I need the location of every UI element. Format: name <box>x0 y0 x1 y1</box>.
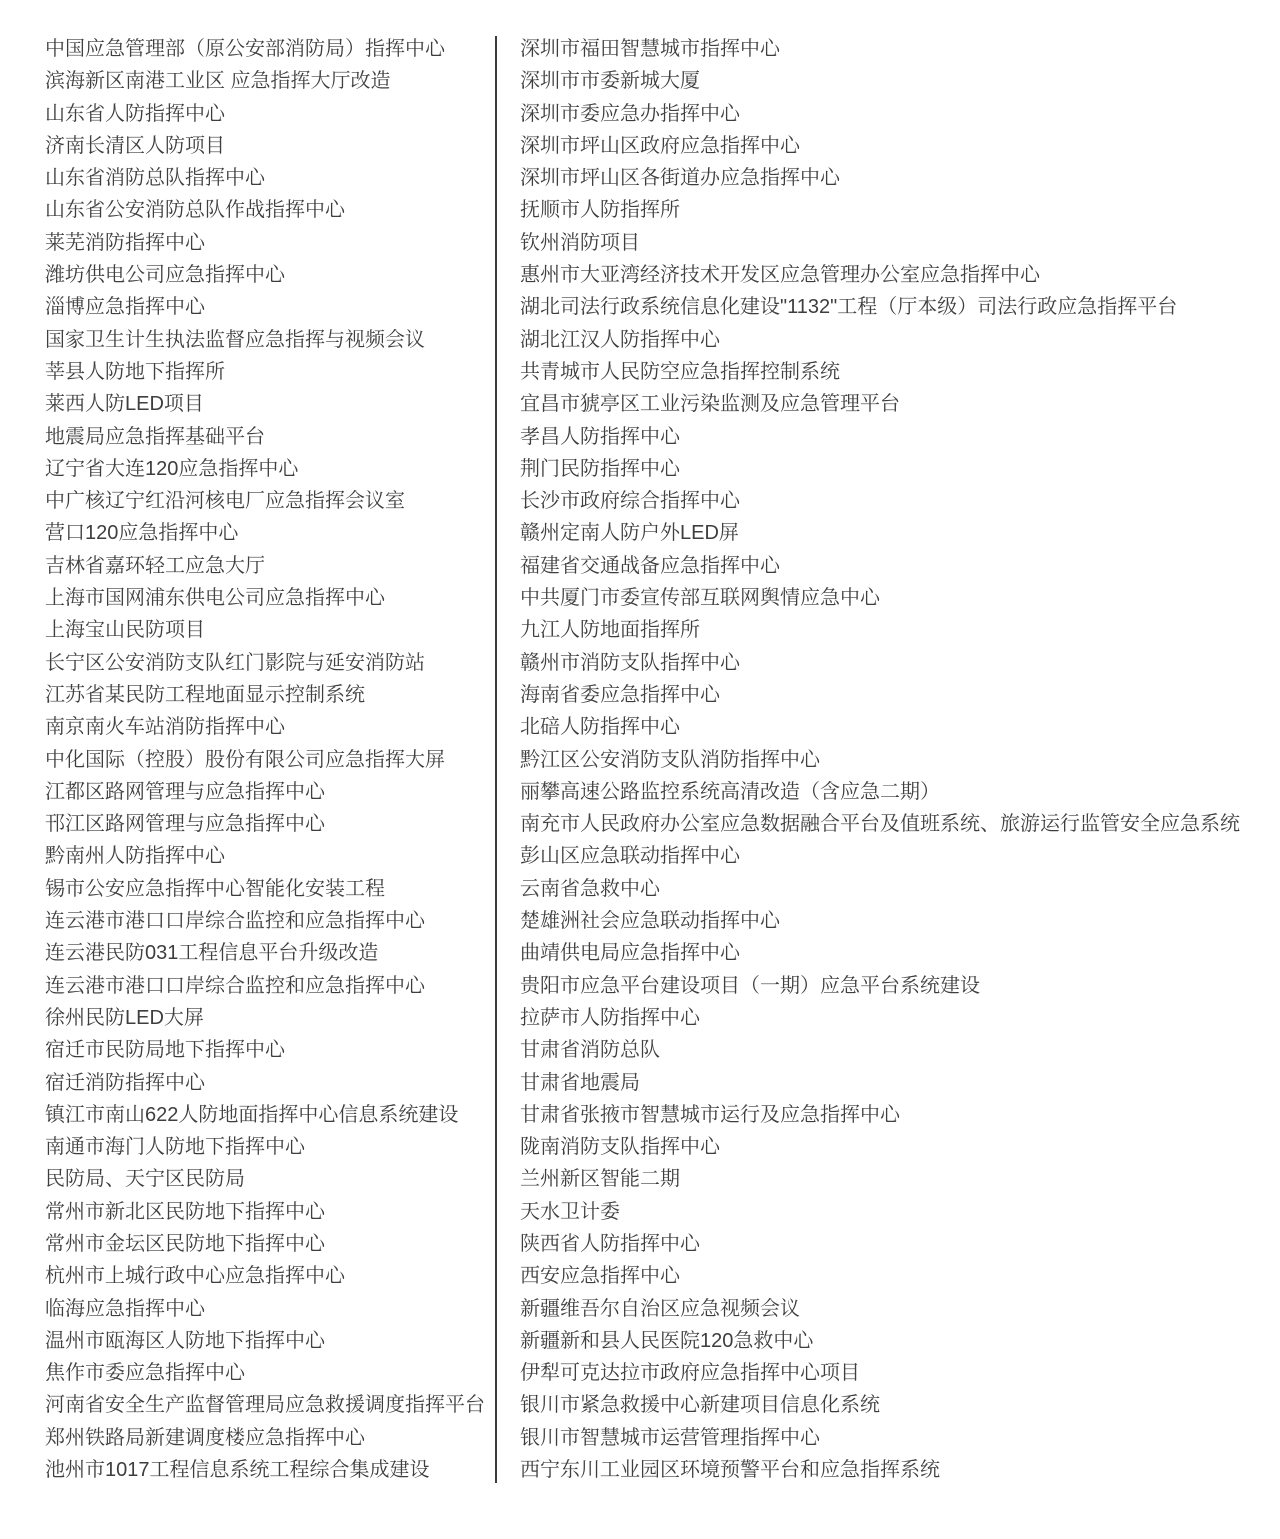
list-item: 镇江市南山622人防地面指挥中心信息系统建设 <box>45 1103 459 1126</box>
list-item: 锡市公安应急指挥中心智能化安装工程 <box>45 877 385 900</box>
list-item: 陇南消防支队指挥中心 <box>520 1136 720 1159</box>
list-item: 楚雄洲社会应急联动指挥中心 <box>520 910 780 933</box>
list-item: 莘县人防地下指挥所 <box>45 360 225 383</box>
column-divider <box>495 36 497 1483</box>
list-item: 中共厦门市委宣传部互联网舆情应急中心 <box>520 587 880 610</box>
list-item: 荆门民防指挥中心 <box>520 457 680 480</box>
list-item: 常州市金坛区民防地下指挥中心 <box>45 1232 325 1255</box>
list-item: 甘肃省消防总队 <box>520 1039 660 1062</box>
list-item: 陕西省人防指挥中心 <box>520 1232 700 1255</box>
list-item: 黔江区公安消防支队消防指挥中心 <box>520 748 820 771</box>
list-item: 上海宝山民防项目 <box>45 619 205 642</box>
list-item: 深圳市坪山区政府应急指挥中心 <box>520 134 800 157</box>
list-item: 湖北司法行政系统信息化建设"1132"工程（厅本级）司法行政应急指挥平台 <box>520 296 1178 319</box>
list-item: 邗江区路网管理与应急指挥中心 <box>45 813 325 836</box>
list-item: 辽宁省大连120应急指挥中心 <box>45 457 299 480</box>
list-item: 湖北江汉人防指挥中心 <box>520 328 720 351</box>
list-item: 连云港市港口口岸综合监控和应急指挥中心 <box>45 974 425 997</box>
list-item: 深圳市福田智慧城市指挥中心 <box>520 38 780 60</box>
list-item: 银川市紧急救援中心新建项目信息化系统 <box>520 1394 880 1417</box>
list-item: 抚顺市人防指挥所 <box>520 199 680 222</box>
list-item: 曲靖供电局应急指挥中心 <box>520 942 740 965</box>
list-item: 西安应急指挥中心 <box>520 1265 680 1288</box>
list-item: 甘肃省地震局 <box>520 1071 640 1094</box>
list-item: 济南长清区人防项目 <box>45 134 225 157</box>
list-item: 伊犁可克达拉市政府应急指挥中心项目 <box>520 1362 860 1385</box>
list-item: 南通市海门人防地下指挥中心 <box>45 1136 305 1159</box>
list-item: 常州市新北区民防地下指挥中心 <box>45 1200 325 1223</box>
list-item: 南京南火车站消防指挥中心 <box>45 716 285 739</box>
list-item: 池州市1017工程信息系统工程综合集成建设 <box>45 1459 430 1482</box>
list-item: 中广核辽宁红沿河核电厂应急指挥会议室 <box>45 490 405 513</box>
list-item: 拉萨市人防指挥中心 <box>520 1006 700 1029</box>
list-item: 深圳市市委新城大厦 <box>520 70 700 93</box>
list-item: 新疆新和县人民医院120急救中心 <box>520 1329 814 1352</box>
list-item: 新疆维吾尔自治区应急视频会议 <box>520 1297 800 1320</box>
list-item: 甘肃省张掖市智慧城市运行及应急指挥中心 <box>520 1103 900 1126</box>
project-list-right-column <box>520 33 1270 1486</box>
list-item: 赣州市消防支队指挥中心 <box>520 651 740 674</box>
list-item: 海南省委应急指挥中心 <box>520 683 720 706</box>
list-item: 山东省消防总队指挥中心 <box>45 167 265 190</box>
list-item: 滨海新区南港工业区 应急指挥大厅改造 <box>45 70 391 93</box>
list-item: 福建省交通战备应急指挥中心 <box>520 554 780 577</box>
list-item: 兰州新区智能二期 <box>520 1168 680 1191</box>
list-item: 西宁东川工业园区环境预警平台和应急指挥系统 <box>520 1459 940 1482</box>
list-item: 银川市智慧城市运营管理指挥中心 <box>520 1426 820 1449</box>
list-item: 深圳市坪山区各街道办应急指挥中心 <box>520 167 840 190</box>
list-item: 孝昌人防指挥中心 <box>520 425 680 448</box>
list-item: 九江人防地面指挥所 <box>520 619 700 642</box>
list-item: 国家卫生计生执法监督应急指挥与视频会议 <box>45 328 425 351</box>
list-item: 潍坊供电公司应急指挥中心 <box>45 264 285 287</box>
list-item: 宿迁市民防局地下指挥中心 <box>45 1039 285 1062</box>
list-item: 徐州民防LED大屏 <box>45 1006 204 1029</box>
project-list-left-column <box>45 33 495 1486</box>
list-item: 莱西人防LED项目 <box>45 393 204 416</box>
list-item: 中化国际（控股）股份有限公司应急指挥大屏 <box>45 748 445 771</box>
list-item: 黔南州人防指挥中心 <box>45 845 225 868</box>
list-item: 郑州铁路局新建调度楼应急指挥中心 <box>45 1426 365 1449</box>
list-item: 长沙市政府综合指挥中心 <box>520 490 740 513</box>
list-item: 江苏省某民防工程地面显示控制系统 <box>45 683 365 706</box>
list-item: 淄博应急指挥中心 <box>45 296 205 319</box>
list-item: 吉林省嘉环轻工应急大厅 <box>45 554 265 577</box>
list-item: 云南省急救中心 <box>520 877 660 900</box>
list-item: 地震局应急指挥基础平台 <box>45 425 265 448</box>
list-item: 北碚人防指挥中心 <box>520 716 680 739</box>
list-item: 连云港民防031工程信息平台升级改造 <box>45 942 379 965</box>
list-item: 天水卫计委 <box>520 1200 620 1223</box>
list-item: 丽攀高速公路监控系统高清改造（含应急二期） <box>520 780 940 803</box>
list-item: 莱芜消防指挥中心 <box>45 231 205 254</box>
list-item: 赣州定南人防户外LED屏 <box>520 522 739 545</box>
list-item: 贵阳市应急平台建设项目（一期）应急平台系统建设 <box>520 974 980 997</box>
list-item: 营口120应急指挥中心 <box>45 522 239 545</box>
list-item: 焦作市委应急指挥中心 <box>45 1362 245 1385</box>
list-item: 彭山区应急联动指挥中心 <box>520 845 740 868</box>
list-item: 宜昌市猇亭区工业污染监测及应急管理平台 <box>520 393 900 416</box>
list-item: 南充市人民政府办公室应急数据融合平台及值班系统、旅游运行监管安全应急系统 <box>520 813 1240 836</box>
list-item: 中国应急管理部（原公安部消防局）指挥中心 <box>45 38 445 60</box>
list-item: 山东省公安消防总队作战指挥中心 <box>45 199 345 222</box>
list-item: 宿迁消防指挥中心 <box>45 1071 205 1094</box>
list-item: 连云港市港口口岸综合监控和应急指挥中心 <box>45 910 425 933</box>
list-item: 钦州消防项目 <box>520 231 640 254</box>
list-item: 杭州市上城行政中心应急指挥中心 <box>45 1265 345 1288</box>
list-item: 江都区路网管理与应急指挥中心 <box>45 780 325 803</box>
list-item: 长宁区公安消防支队红门影院与延安消防站 <box>45 651 425 674</box>
list-item: 惠州市大亚湾经济技术开发区应急管理办公室应急指挥中心 <box>520 264 1040 287</box>
list-item: 河南省安全生产监督管理局应急救援调度指挥平台 <box>45 1394 485 1417</box>
list-item: 温州市瓯海区人防地下指挥中心 <box>45 1329 325 1352</box>
list-item: 深圳市委应急办指挥中心 <box>520 102 740 125</box>
list-item: 临海应急指挥中心 <box>45 1297 205 1320</box>
list-item: 山东省人防指挥中心 <box>45 102 225 125</box>
list-item: 共青城市人民防空应急指挥控制系统 <box>520 360 840 383</box>
list-item: 民防局、天宁区民防局 <box>45 1168 245 1191</box>
list-item: 上海市国网浦东供电公司应急指挥中心 <box>45 587 385 610</box>
